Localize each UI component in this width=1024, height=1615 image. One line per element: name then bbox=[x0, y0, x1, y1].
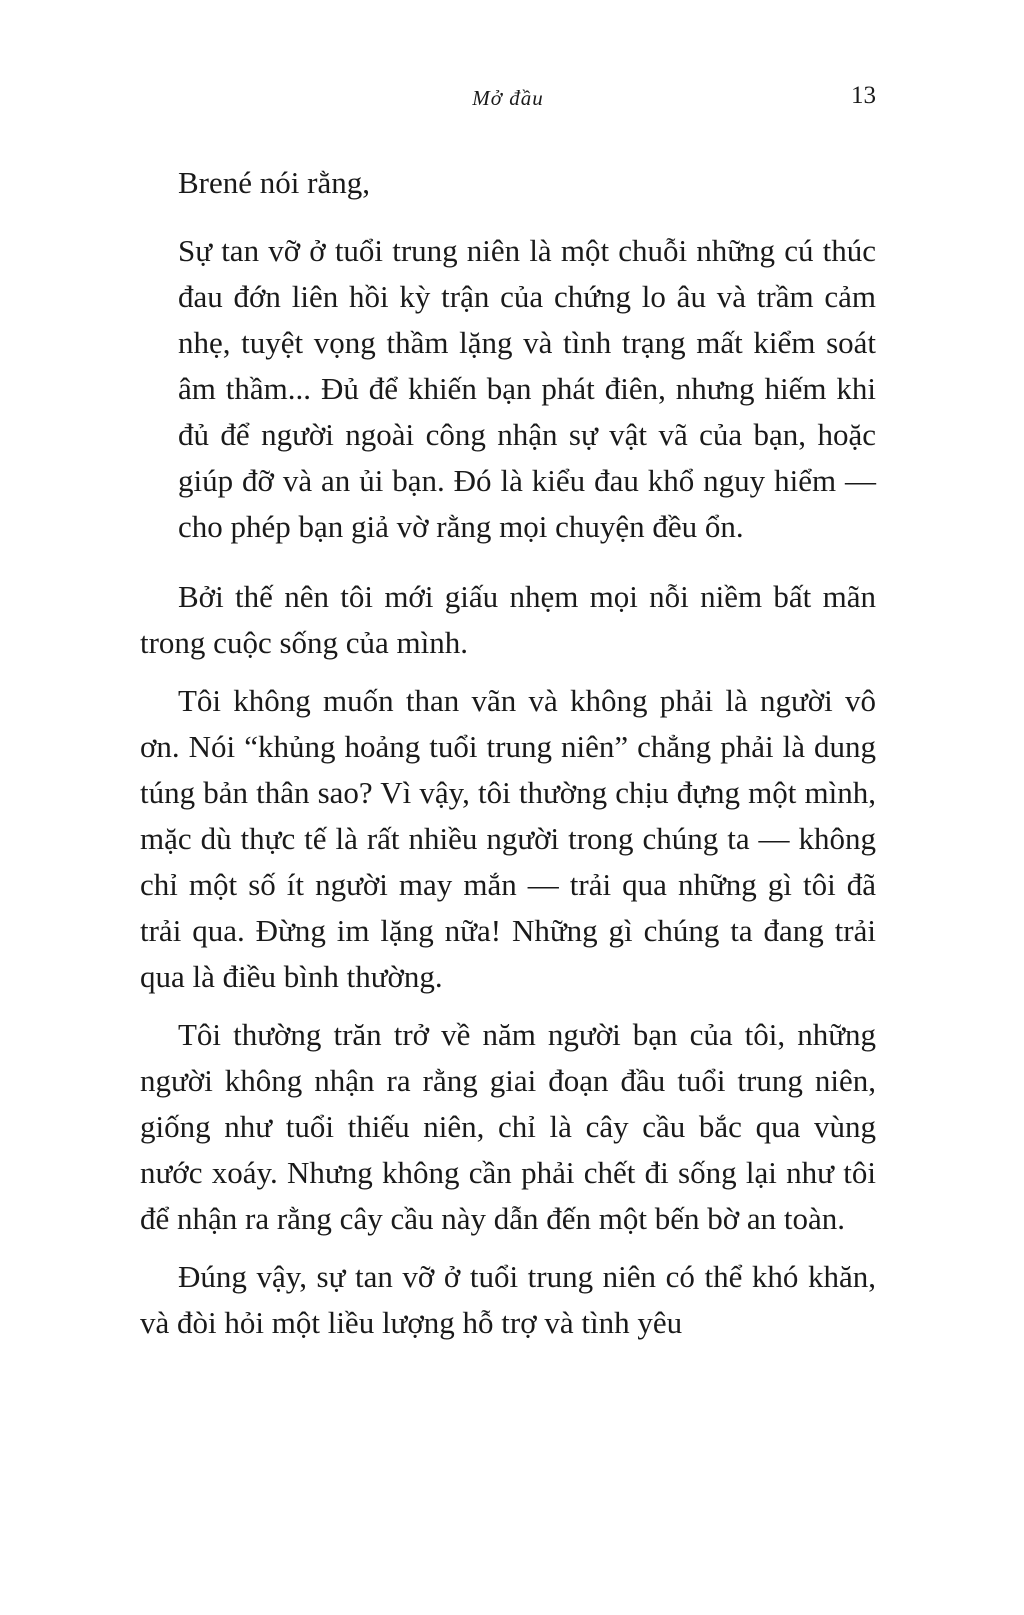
intro-line: Brené nói rằng, bbox=[178, 165, 370, 200]
paragraph: Đúng vậy, sự tan vỡ ở tuổi trung niên có thể khó khăn, và đòi hỏi một liều lượng hỗ trợ và tình yêu bbox=[140, 1259, 876, 1340]
page-number: 13 bbox=[851, 82, 876, 109]
body-text bbox=[140, 160, 876, 1358]
paragraph: Tôi không muốn than vãn và không phải là người vô ơn. Nói “khủng hoảng tuổi trung niên” chẳng phải là dung túng bản thân sao? Vì vậy, tôi thường chịu đựng một mình, mặc dù thực tế là rất nhiều người trong chúng ta — không chỉ một số ít người may mắn — trải qua những gì tôi đã trải qua. Đừng im lặng nữa! Những gì chúng ta đang trải qua là điều bình thường. bbox=[140, 683, 876, 994]
paragraph: Bởi thế nên tôi mới giấu nhẹm mọi nỗi niềm bất mãn trong cuộc sống của mình. bbox=[140, 579, 876, 660]
paragraph: Tôi thường trăn trở về năm người bạn của tôi, những người không nhận ra rằng giai đoạn đầu tuổi trung niên, giống như tuổi thiếu niên, chỉ là cây cầu bắc qua vùng nước xoáy. Nhưng không cần phải chết đi sống lại như tôi để nhận ra rằng cây cầu này dẫn đến một bến bờ an toàn. bbox=[140, 1017, 876, 1236]
block-quote: Sự tan vỡ ở tuổi trung niên là một chuỗi những cú thúc đau đớn liên hồi kỳ trận của chứng lo âu và trầm cảm nhẹ, tuyệt vọng thầm lặng và tình trạng mất kiểm soát âm thầm... Đủ để khiến bạn phát điên, nhưng hiếm khi đủ để người ngoài công nhận sự vật vã của bạn, hoặc giúp đỡ và an ủi bạn. Đó là kiểu đau khổ nguy hiểm — cho phép bạn giả vờ rằng mọi chuyện đều ổn. bbox=[178, 233, 876, 544]
running-header bbox=[140, 82, 876, 116]
running-title: Mở đầu bbox=[472, 86, 544, 110]
